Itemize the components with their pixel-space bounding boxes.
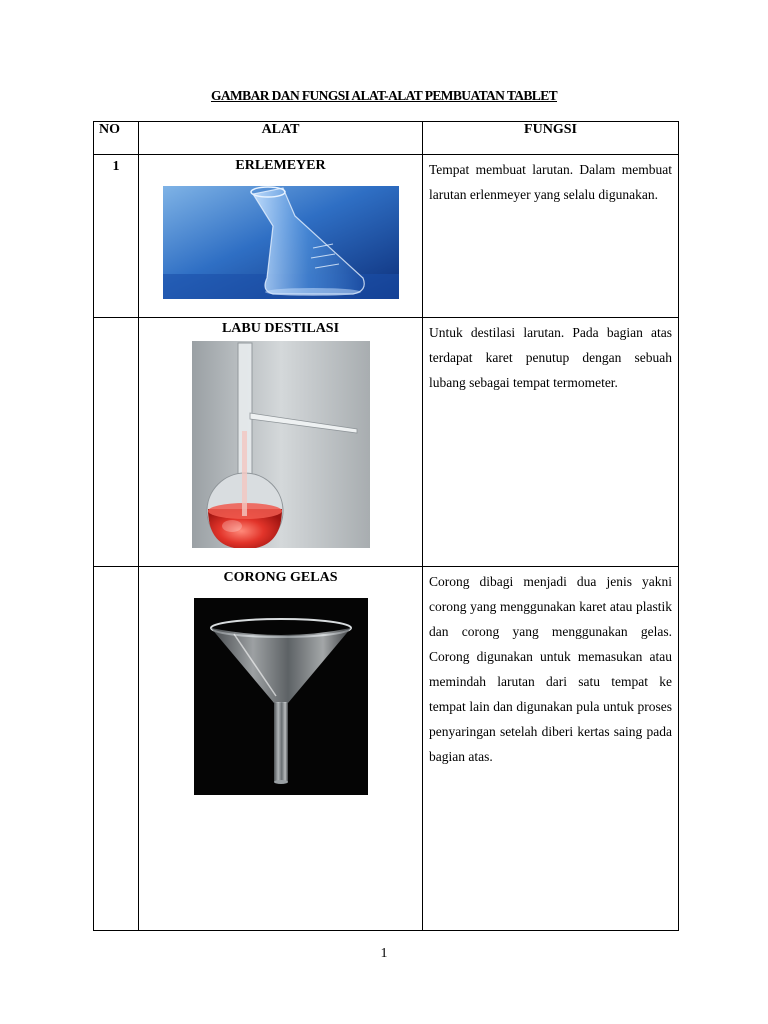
table-row xyxy=(94,318,679,567)
fungsi-cell xyxy=(423,155,679,318)
glass-funnel-photo-icon xyxy=(194,598,368,795)
row-number xyxy=(94,567,139,931)
alat-name: LABU DESTILASI xyxy=(221,321,340,336)
table-row xyxy=(94,155,679,318)
alat-cell xyxy=(139,567,423,931)
page-title: GAMBAR DAN FUNGSI ALAT-ALAT PEMBUATAN TABLET xyxy=(210,88,558,103)
fungsi-cell xyxy=(423,567,679,931)
erlenmeyer-flask-photo-icon xyxy=(163,186,399,299)
row-number xyxy=(94,318,139,567)
header-no: NO xyxy=(94,122,139,155)
fungsi-text: Tempat membuat larutan. Dalam membuat larutan erlenmeyer yang selalu digunakan. xyxy=(429,162,672,202)
table-row xyxy=(94,567,679,931)
alat-name: ERLEMEYER xyxy=(235,158,326,173)
header-alat: ALAT xyxy=(139,122,423,155)
table-header-row xyxy=(94,122,679,155)
fungsi-text: Untuk destilasi larutan. Pada bagian atas terdapat karet penutup dengan sebuah lubang sebagai tempat termometer. xyxy=(429,325,672,390)
header-fungsi: FUNGSI xyxy=(423,122,679,155)
tools-table xyxy=(93,121,679,931)
distillation-flask-photo-icon xyxy=(192,341,370,548)
page-number: 1 xyxy=(380,946,388,961)
alat-name: CORONG GELAS xyxy=(223,570,338,585)
alat-cell xyxy=(139,155,423,318)
alat-cell xyxy=(139,318,423,567)
row-number: 1 xyxy=(94,155,139,318)
fungsi-text: Corong dibagi menjadi dua jenis yakni corong yang menggunakan karet atau plastik dan corong yang menggunakan gelas. Corong digunakan untuk memasukan atau memindah larutan dari satu tempat ke tempat lain dan digunakan pula untuk proses penyaringan setelah diberi kertas saing pada bagian atas. xyxy=(429,574,672,764)
fungsi-cell xyxy=(423,318,679,567)
